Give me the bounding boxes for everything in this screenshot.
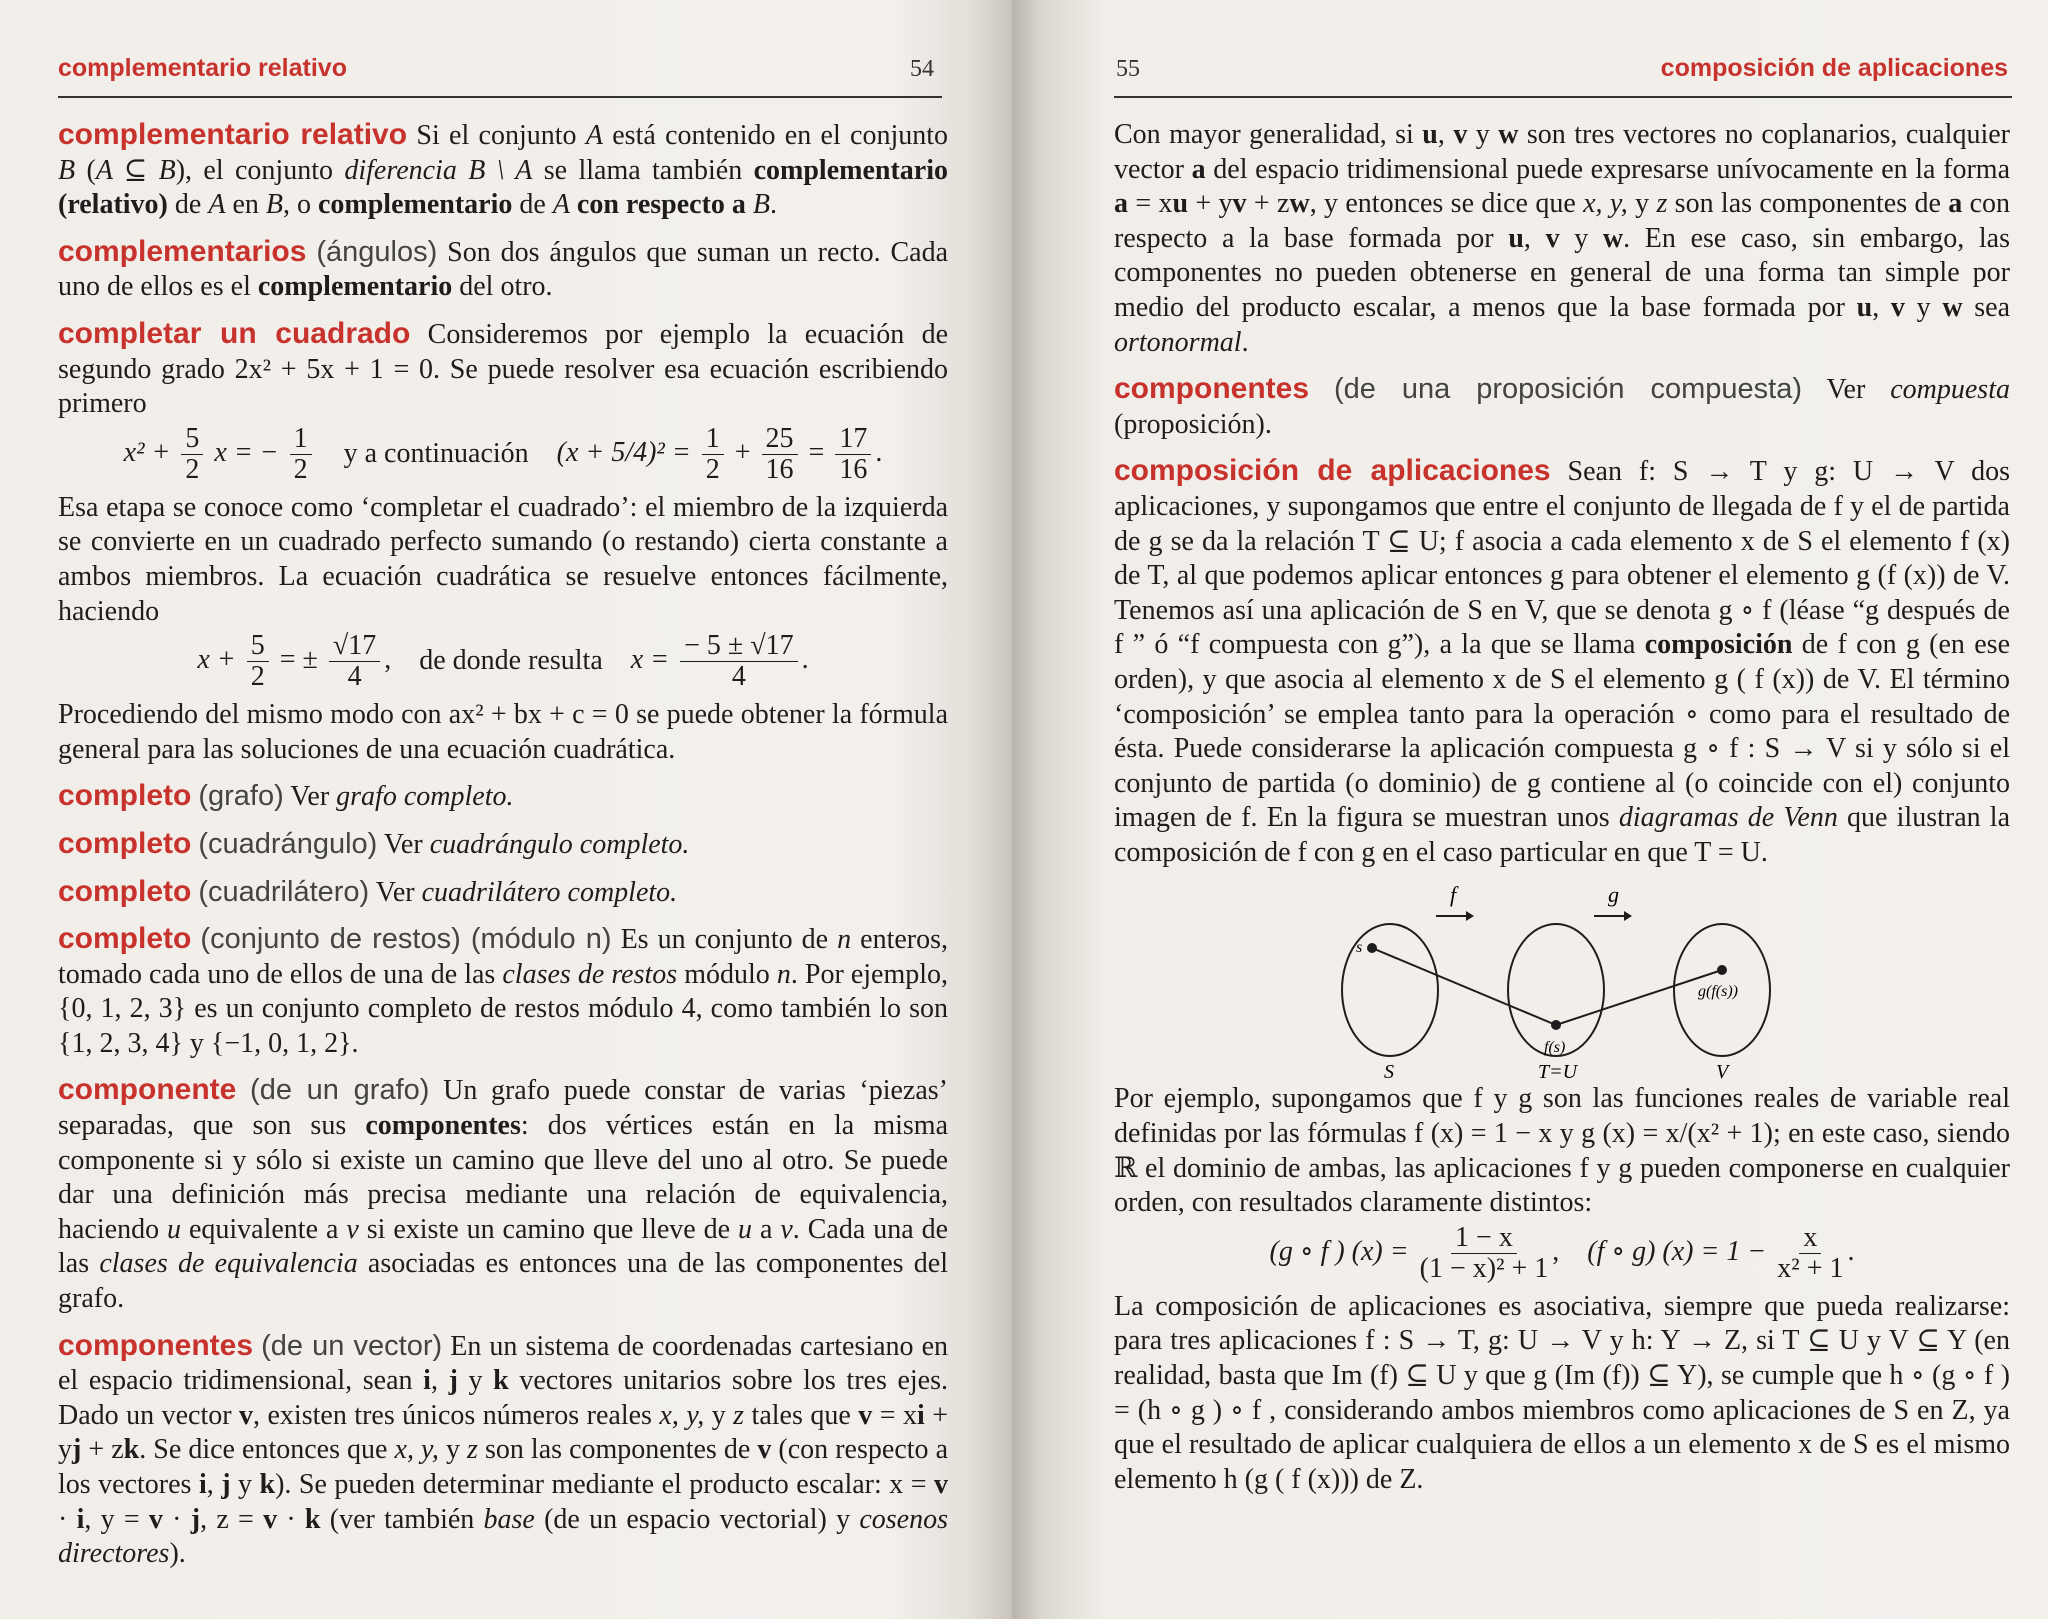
equation-1 xyxy=(58,424,948,485)
math: = xyxy=(808,436,825,468)
final-paragraph: La composición de aplicaciones es asociativa, siempre que pueda realizarse: para tres aplicaciones f : S → T, g: U → V y h: Y → Z, si T ⊆ U y V ⊆ Y (en realidad, basta que Im (f) ⊆ U y que g (Im (f)) ⊆ Y), se cumple que h ∘ (g ∘ f ) = (h ∘ g ) ∘ f , considerando ambos miembros como aplicaciones de S en Z, ya que el resultado de aplicar cualquiera de ellos a un elemento x de S es el mismo elemento h (g ( f (x))) de Z. xyxy=(1114,1290,2010,1495)
vector: u xyxy=(1172,188,1189,220)
text: . xyxy=(770,189,778,221)
math: . xyxy=(801,644,809,676)
text: (de un espacio vectorial) y xyxy=(534,1503,860,1535)
text: = x xyxy=(872,1399,917,1431)
label-gfs: g(f(s)) xyxy=(1698,983,1738,1001)
text: enteros, tomado cada uno de ellos de una de las xyxy=(58,924,949,990)
cross-reference: cuadrilátero completo. xyxy=(421,876,678,908)
vector: w xyxy=(1289,188,1310,220)
headword: composición de aplicaciones xyxy=(1114,454,1551,488)
label-fs: f(s) xyxy=(1544,1039,1566,1057)
math: A xyxy=(208,189,226,221)
vector: v xyxy=(1453,119,1468,150)
headword: complementario relativo xyxy=(58,118,408,151)
text: Ver xyxy=(1826,374,1891,406)
numerator: − 5 ± √17 xyxy=(680,631,798,662)
text: sea xyxy=(1962,291,2011,323)
vector: k xyxy=(493,1365,509,1397)
math: , xyxy=(1552,1235,1560,1267)
text: , xyxy=(206,1469,222,1500)
text: . En ese caso, sin embargo, las componentes no pueden obtenerse en general de una forma tan simple por medio del producto escalar, a menos que la base formada por xyxy=(1114,222,2011,323)
math: x + xyxy=(197,644,236,676)
text: . xyxy=(1241,326,1249,358)
running-header-left: complementario relativo xyxy=(58,54,347,82)
fraction xyxy=(247,631,269,692)
qualifier: (cuadrilátero) xyxy=(198,875,370,908)
text: + z xyxy=(1246,188,1290,220)
set-tu-ellipse xyxy=(1508,924,1604,1056)
text: tales que xyxy=(744,1399,859,1431)
numerator: 5 xyxy=(181,424,203,455)
fraction xyxy=(181,424,203,485)
fraction xyxy=(1777,1223,1843,1284)
text: módulo xyxy=(677,958,777,990)
math: x, y, xyxy=(1583,188,1628,220)
text: , y entonces se dice que xyxy=(1309,188,1584,220)
math: . xyxy=(1847,1235,1855,1267)
headword: componentes xyxy=(1114,372,1310,406)
math: x = − xyxy=(214,436,279,468)
numerator: 1 xyxy=(290,424,312,455)
entry-componentes-vector xyxy=(58,1329,948,1572)
text: Sean f: S → T y g: U → V dos aplicaciones, y supongamos que entre el conjunto de llegada de f y el de partida de g se da la relación T ⊆ U; f asocia a cada elemento x de S el elemento f (x) de T, al que podemos aplicar entonces g para obtener el elemento g (f (x)) de V. Tenemos así una aplicación de S en V, que se denota g ∘ f (léase “g después de f ” ó “f compuesta con g”), a la que se llama xyxy=(1114,456,2010,661)
qualifier: (grafo) xyxy=(198,780,284,813)
cross-reference: clases de equivalencia xyxy=(99,1248,358,1280)
term: componentes xyxy=(365,1110,521,1142)
point-fs xyxy=(1551,1020,1561,1030)
text: Consideremos por ejemplo la ecuación de segundo grado 2x² + 5x + 1 = 0. Se puede resolver esa ecuación escribiendo primero xyxy=(58,318,949,420)
math: . xyxy=(875,436,883,468)
equation-3 xyxy=(1114,1223,2010,1284)
qualifier: (de un grafo) xyxy=(250,1074,430,1107)
text: , y = xyxy=(84,1503,149,1535)
right-page xyxy=(1012,0,2048,1619)
math: A xyxy=(585,120,603,151)
vector: j xyxy=(448,1365,458,1397)
text: Son dos ángulos que suman un recto. Cada uno de ellos es el xyxy=(58,236,949,303)
text: , z = xyxy=(200,1503,264,1535)
math: x² + xyxy=(123,436,171,468)
label-s: s xyxy=(1356,939,1363,957)
text: Esa etapa se conoce como ‘completar el cuadrado’: el miembro de la izquierda se convierte en un cuadrado perfecto sumando (o restando) cierta constante a ambos miembros. La ecuación cuadrática se resuelve entonces fácilmente, haciendo xyxy=(58,491,948,627)
text: y xyxy=(230,1469,260,1500)
page-number-right: 55 xyxy=(1116,56,1140,82)
text: · xyxy=(277,1503,305,1535)
vector: i xyxy=(916,1399,925,1431)
qualifier: (de una proposición compuesta) xyxy=(1333,373,1803,406)
entry-complementarios xyxy=(58,235,948,305)
denominator: 16 xyxy=(839,453,868,485)
text: (con respecto a los vectores xyxy=(58,1434,949,1500)
text: ). Se pueden determinar mediante el producto escalar: x = xyxy=(275,1469,935,1500)
text: vectores unitarios sobre los tres ejes. Dado un vector xyxy=(58,1365,948,1431)
term: complementario xyxy=(257,271,453,303)
text: + y xyxy=(1188,188,1233,220)
fraction xyxy=(835,424,871,485)
denominator: x² + 1 xyxy=(1777,1252,1844,1284)
math: B xyxy=(58,154,76,186)
equation-2 xyxy=(58,631,948,692)
math: , xyxy=(384,644,392,676)
text: Un grafo puede constar de varias ‘piezas’ separadas, que son sus xyxy=(58,1075,949,1142)
vector: j xyxy=(190,1503,201,1535)
fraction xyxy=(702,424,724,485)
header-rule-right xyxy=(1114,96,2012,98)
qualifier: (conjunto de restos) (módulo n) xyxy=(200,923,612,956)
entry-complementario-relativo xyxy=(58,118,948,223)
text: del espacio tridimensional puede expresarse unívocamente en la forma xyxy=(1205,153,2010,185)
denominator: 2 xyxy=(705,453,720,485)
numerator: √17 xyxy=(329,631,380,662)
text: son tres vectores no coplanarios, cualquier vector xyxy=(1114,119,2010,185)
point-gfs xyxy=(1717,965,1727,975)
text: Procediendo del mismo modo con ax² + bx + c = 0 se puede obtener la fórmula general para las soluciones de una ecuación cuadrática. xyxy=(58,699,948,765)
entry-completo-cuadrilatero xyxy=(58,875,948,911)
denominator: 2 xyxy=(185,453,200,485)
numerator: 25 xyxy=(762,424,798,455)
text: = x xyxy=(1128,188,1173,220)
numerator: x xyxy=(1799,1223,1821,1254)
text: , o xyxy=(282,189,318,221)
fraction xyxy=(762,424,798,485)
text: (ver también xyxy=(320,1503,484,1535)
text: + y xyxy=(58,1399,949,1466)
math: x = xyxy=(630,644,670,676)
numerator: 1 xyxy=(702,424,724,455)
fraction xyxy=(680,631,798,692)
numerator: 5 xyxy=(247,631,269,662)
vector: a xyxy=(1948,188,1963,220)
example-paragraph: Por ejemplo, supongamos que f y g son las funciones reales de variable real definidas por las fórmulas f (x) = 1 − x y g (x) = x/(x² + 1); en este caso, siendo ℝ el dominio de ambas, las aplicaciones f y g pueden componerse en cualquier orden, con resultados claramente distintos: xyxy=(1114,1083,2010,1219)
vector: v xyxy=(1545,222,1560,254)
cross-reference: base xyxy=(483,1503,535,1535)
headword: componentes xyxy=(58,1328,254,1362)
text: Es un conjunto de xyxy=(620,924,838,956)
fraction xyxy=(329,631,380,692)
text xyxy=(746,189,753,220)
math: v xyxy=(346,1213,359,1245)
cross-reference: diferencia B \ A xyxy=(344,154,533,186)
text: Si el conjunto xyxy=(416,120,586,151)
math: (x + 5/4)² = xyxy=(556,436,691,468)
vector: k xyxy=(259,1469,276,1500)
headword: completo xyxy=(58,779,192,813)
entry-componentes-proposicion xyxy=(1114,372,2010,442)
cross-reference: clases de restos xyxy=(502,958,678,990)
entry-completo-grafo xyxy=(58,779,948,815)
text: está contenido en el conjunto xyxy=(602,120,949,151)
text: son las componentes de xyxy=(477,1434,758,1466)
text: y xyxy=(438,1434,468,1466)
vector: v xyxy=(263,1503,278,1535)
left-page xyxy=(0,0,1012,1619)
text: y xyxy=(457,1365,494,1397)
entry-completo-conjunto-de-restos xyxy=(58,922,948,1061)
text: Ver xyxy=(290,781,337,813)
point-s xyxy=(1367,943,1377,953)
right-page-body xyxy=(1114,118,2010,1497)
math: v xyxy=(780,1213,793,1245)
vector: u xyxy=(1508,222,1524,254)
continued-paragraph xyxy=(1114,118,2010,360)
text: y a continuación xyxy=(343,437,529,469)
cross-reference: cosenos directores xyxy=(58,1503,949,1570)
denominator: 16 xyxy=(765,453,794,485)
text: , xyxy=(1437,119,1454,150)
vector: w xyxy=(1498,119,1519,150)
vector: u xyxy=(1856,291,1873,323)
vector: v xyxy=(1890,291,1905,323)
entry-componente-grafo xyxy=(58,1073,948,1316)
math: B xyxy=(265,189,283,221)
vector: j xyxy=(72,1434,82,1466)
set-v-label: V xyxy=(1716,1061,1729,1083)
qualifier: (de un vector) xyxy=(261,1329,443,1362)
headword: componente xyxy=(58,1073,237,1107)
vector: u xyxy=(1422,119,1438,150)
qualifier: (cuadrángulo) xyxy=(198,827,378,860)
text: , xyxy=(1523,222,1546,254)
text: de donde resulta xyxy=(419,645,603,677)
vector: i xyxy=(423,1365,431,1397)
text: de f con g (en ese orden), y que asocia al elemento x de S el elemento g ( f (x)) de V. El término ‘composición’ se emplea tanto para la operación ∘ como para el resultado de ésta. Puede considerarse la aplicación compuesta g ∘ f : S → V si y sólo si el conjunto de partida (o dominio) de g contiene al (o coincide con el) conjunto imagen de f. En la figura se muestran unos xyxy=(1114,629,2010,834)
math: (f ∘ g) (x) = 1 − xyxy=(1587,1235,1767,1267)
text: En un sistema de coordenadas cartesiano en el espacio tridimensional, sean xyxy=(58,1330,949,1397)
set-s-label: S xyxy=(1384,1061,1394,1083)
text: (proposición). xyxy=(1114,408,1272,440)
vector: i xyxy=(76,1503,85,1535)
cross-reference: grafo completo. xyxy=(336,781,514,813)
vector: v xyxy=(239,1399,254,1431)
math: A xyxy=(552,189,570,221)
arrow-g-label: g xyxy=(1608,882,1619,908)
fraction xyxy=(1420,1223,1549,1284)
text: , xyxy=(1872,291,1891,323)
math: z xyxy=(1656,188,1668,220)
text: . Cada una de las xyxy=(58,1213,949,1280)
text: y xyxy=(1627,188,1657,220)
text: en xyxy=(225,189,266,221)
text: · xyxy=(58,1503,77,1535)
text: son las componentes de xyxy=(1667,188,1949,220)
entry-completar-un-cuadrado xyxy=(58,317,948,767)
text: del otro. xyxy=(452,271,553,303)
running-header-right: composición de aplicaciones xyxy=(1660,54,2008,82)
math: u xyxy=(167,1213,182,1245)
denominator: 4 xyxy=(731,661,746,693)
numerator: 17 xyxy=(835,424,871,455)
term: complementario (relativo) xyxy=(58,154,948,221)
headword: completar un cuadrado xyxy=(58,316,411,350)
denominator: 4 xyxy=(347,661,362,693)
text: y xyxy=(1467,119,1499,150)
headword: completo xyxy=(58,922,192,956)
text: de xyxy=(512,189,553,221)
text: si existe un camino que lleve de xyxy=(358,1213,739,1245)
page-number-left: 54 xyxy=(910,56,934,82)
text: equivalente a xyxy=(181,1213,347,1245)
text: Ver xyxy=(383,828,430,860)
vector: k xyxy=(304,1503,321,1535)
vector: v xyxy=(934,1469,949,1500)
math: z xyxy=(467,1434,478,1466)
text: se llama también xyxy=(532,154,754,186)
term: complementario xyxy=(317,189,513,221)
text: + z xyxy=(81,1434,124,1466)
arrow-g-head xyxy=(1624,911,1632,921)
text: y xyxy=(1904,291,1943,323)
qualifier: (ángulos) xyxy=(316,235,438,268)
left-page-body xyxy=(58,118,948,1584)
text: a xyxy=(752,1213,781,1245)
denominator: (1 − x)² + 1 xyxy=(1419,1252,1549,1284)
text: y xyxy=(1559,222,1603,254)
text: de xyxy=(167,189,209,221)
math: + xyxy=(734,436,751,468)
vector: w xyxy=(1942,291,1963,323)
math: x, y, xyxy=(394,1434,439,1466)
math: = ± xyxy=(279,644,318,676)
entry-completo-cuadrangulo xyxy=(58,827,948,863)
cross-reference: ortonormal xyxy=(1114,326,1242,358)
vector: a xyxy=(1114,188,1128,220)
vector: i xyxy=(198,1469,207,1500)
header-rule-left xyxy=(58,96,942,98)
text: : dos vértices están en la misma componente si y sólo si existe un camino que lleve del uno al otro. Se puede dar una definición más precisa mediante una relación de equivalencia, haciendo xyxy=(58,1110,948,1245)
math: n xyxy=(837,924,852,956)
cross-reference: compuesta xyxy=(1890,374,2010,406)
text: ( xyxy=(75,154,96,186)
text: , existen tres únicos números reales xyxy=(253,1399,660,1431)
math: B xyxy=(752,189,771,221)
text: que ilustran la composición de f con g en el caso particular en que T = U. xyxy=(1114,802,2011,868)
text: . Por ejemplo, {0, 1, 2, 3} es un conjunto completo de restos módulo 4, como también lo son {1, 2, 3, 4} y {−1, 0, 1, 2}. xyxy=(58,958,949,1059)
math: n xyxy=(776,958,791,990)
fraction xyxy=(290,424,312,485)
term: composición xyxy=(1644,629,1793,661)
text: Con mayor generalidad, si xyxy=(1114,119,1423,150)
text xyxy=(570,189,577,220)
numerator: 1 − x xyxy=(1451,1223,1517,1254)
vector: j xyxy=(221,1469,231,1500)
math: (g ∘ f ) (x) = xyxy=(1269,1235,1409,1267)
vector: k xyxy=(123,1434,140,1466)
math: u xyxy=(738,1213,753,1245)
term: con respecto a xyxy=(576,189,746,221)
text: y xyxy=(704,1399,734,1431)
denominator: 2 xyxy=(293,453,308,485)
text: ). xyxy=(169,1538,186,1570)
text: Ver xyxy=(375,876,422,908)
headword: complementarios xyxy=(58,234,307,268)
text: con respecto a la base formada por xyxy=(1114,188,2011,254)
vector: a xyxy=(1191,153,1206,185)
text: ), el conjunto xyxy=(175,154,345,186)
cross-reference: cuadrángulo completo. xyxy=(429,828,690,860)
text: . Se dice entonces que xyxy=(139,1434,395,1466)
set-tu-label: T=U xyxy=(1538,1061,1578,1083)
text: asociadas es entonces una de las componentes del grafo. xyxy=(58,1248,948,1315)
arrow-f-label: f xyxy=(1450,882,1457,908)
headword: completo xyxy=(58,874,192,908)
vector: v xyxy=(858,1399,873,1431)
vector: v xyxy=(1232,188,1247,220)
text: , xyxy=(430,1365,449,1397)
vector: v xyxy=(148,1503,163,1535)
cross-reference: diagramas de Venn xyxy=(1618,802,1838,834)
math: A ⊆ B xyxy=(95,154,176,186)
mapping-line-f xyxy=(1372,948,1556,1025)
text: · xyxy=(162,1503,191,1535)
math: z xyxy=(733,1399,745,1431)
entry-composicion-de-aplicaciones xyxy=(1114,454,2010,870)
math: x, y, xyxy=(659,1399,705,1431)
vector: w xyxy=(1602,222,1624,254)
denominator: 2 xyxy=(250,661,265,693)
headword: completo xyxy=(58,826,192,860)
vector: v xyxy=(757,1434,772,1466)
venn-diagram xyxy=(1322,882,1802,1082)
arrow-f-head xyxy=(1466,911,1474,921)
